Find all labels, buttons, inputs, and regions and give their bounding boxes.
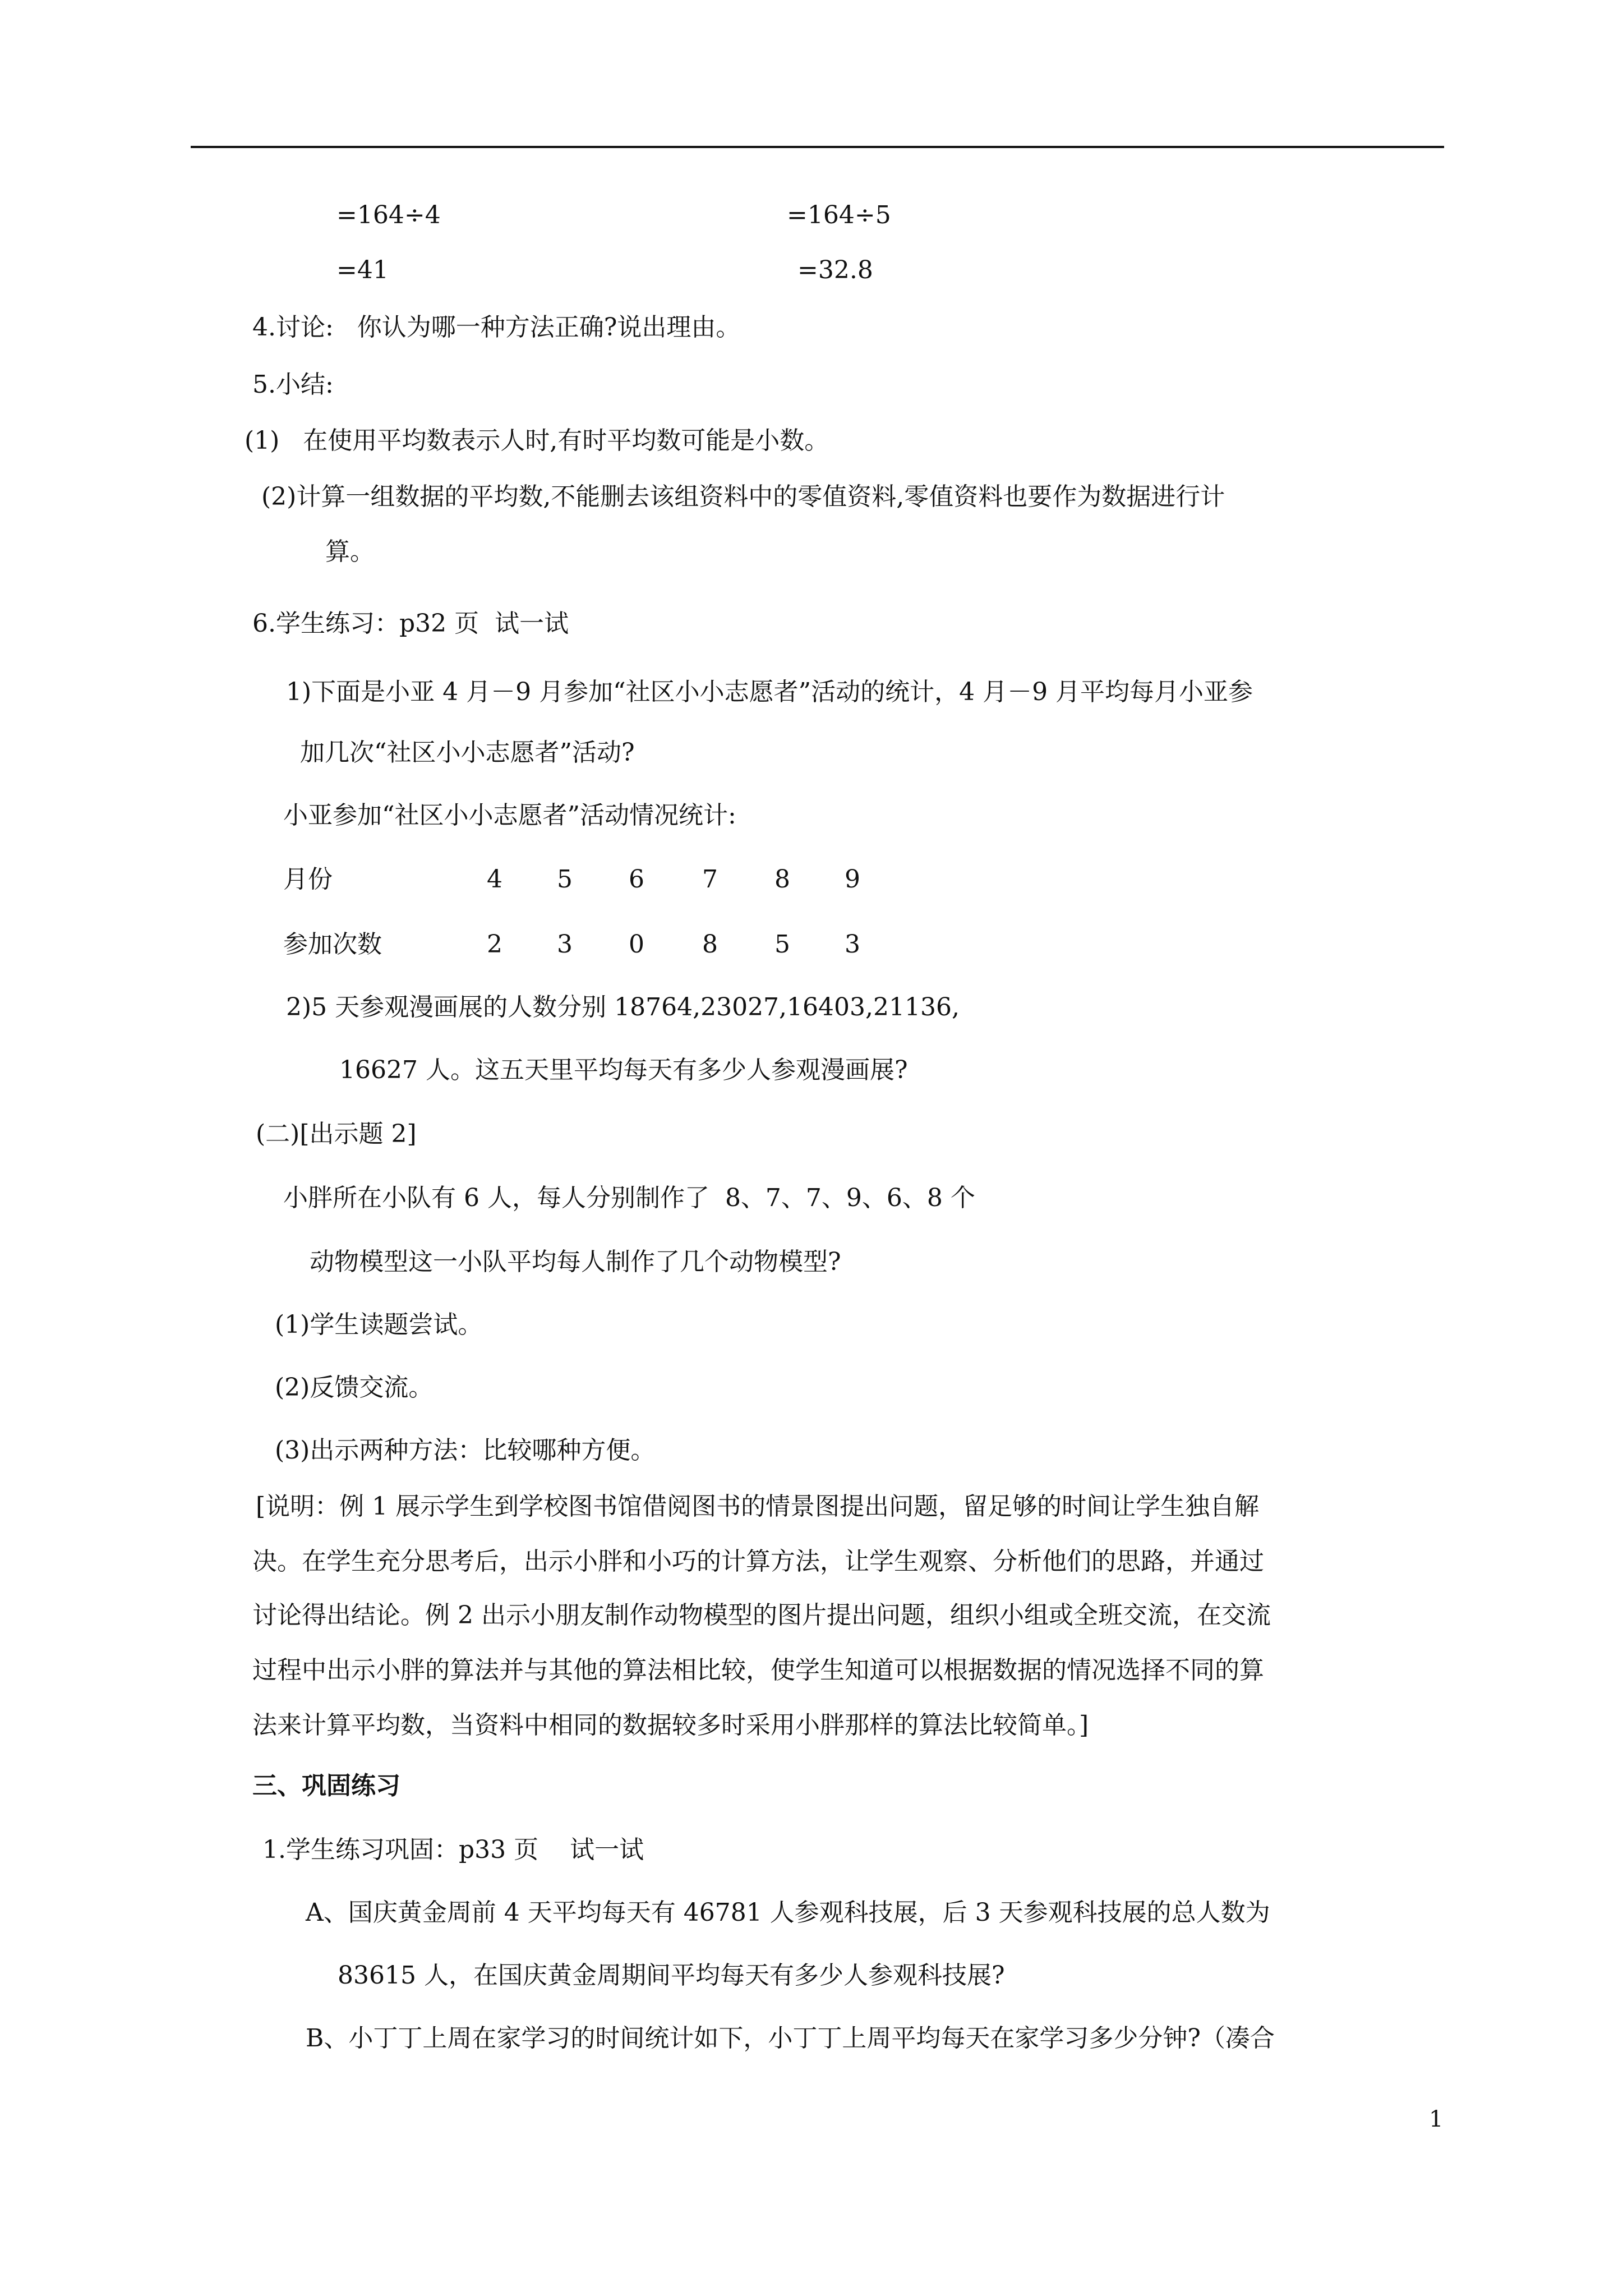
example-2-step-2: (2)反馈交流。 xyxy=(275,1373,434,1402)
note-line-2: 决。在学生充分思考后，出示小胖和小巧的计算方法，让学生观察、分析他们的思路，并通过 xyxy=(252,1547,1264,1576)
question-1-line1: 1)下面是小亚 4 月－9 月参加“社区小小志愿者”活动的统计，4 月－9 月平均每月小亚参 xyxy=(286,678,1253,706)
header-rule xyxy=(191,146,1444,148)
table-cell: 8 xyxy=(774,865,790,894)
note-line-4: 过程中出示小胖的算法并与其他的算法相比较，使学生知道可以根据数据的情况选择不同的算 xyxy=(252,1656,1264,1685)
table-cell: 3 xyxy=(557,930,573,959)
table-row2-label: 参加次数 xyxy=(283,930,382,959)
table-cell: 6 xyxy=(629,865,644,894)
calc-right-line1: =164÷5 xyxy=(787,201,891,229)
table-cell: 7 xyxy=(702,865,718,894)
example-2-step-3: (3)出示两种方法：比较哪种方便。 xyxy=(275,1436,656,1465)
summary-point-2-cont: 算。 xyxy=(325,537,375,566)
summary-point-2: (2)计算一组数据的平均数,不能删去该组资料中的零值资料,零值资料也要作为数据进行计 xyxy=(261,482,1225,511)
summary-point-1: (1) 在使用平均数表示人时,有时平均数可能是小数。 xyxy=(245,426,829,455)
table-cell: 5 xyxy=(557,865,573,894)
discussion-item: 4.讨论: 你认为哪一种方法正确?说出理由。 xyxy=(252,313,741,342)
question-2-line1: 2)5 天参观漫画展的人数分别 18764,23027,16403,21136, xyxy=(286,993,960,1022)
question-1-line2: 加几次“社区小小志愿者”活动? xyxy=(300,738,635,767)
calc-left-line1: =164÷4 xyxy=(336,201,441,229)
exercise-a-line1: A、国庆黄金周前 4 天平均每天有 46781 人参观科技展，后 3 天参观科技展的总人数为 xyxy=(306,1898,1270,1927)
summary-heading: 5.小结: xyxy=(252,370,334,399)
note-line-1: [说明：例 1 展示学生到学校图书馆借阅图书的情景图提出问题，留足够的时间让学生独自解 xyxy=(256,1492,1260,1521)
calc-left-line2: =41 xyxy=(336,256,389,284)
exercise-b-line1: B、小丁丁上周在家学习的时间统计如下，小丁丁上周平均每天在家学习多少分钟?（凑合 xyxy=(306,2024,1275,2053)
calc-right-line2: =32.8 xyxy=(797,256,873,284)
section-heading: 三、巩固练习 xyxy=(252,1772,400,1800)
table-cell: 5 xyxy=(774,930,790,959)
table-cell: 2 xyxy=(487,930,502,959)
table-cell: 4 xyxy=(487,865,502,894)
consolidation-item-1: 1.学生练习巩固：p33 页 试一试 xyxy=(262,1835,644,1864)
note-line-3: 讨论得出结论。例 2 出示小朋友制作动物模型的图片提出问题，组织小组或全班交流，在交流 xyxy=(252,1601,1271,1630)
page-number: 1 xyxy=(1429,2106,1444,2132)
example-2-step-1: (1)学生读题尝试。 xyxy=(275,1310,483,1339)
note-line-5: 法来计算平均数，当资料中相同的数据较多时采用小胖那样的算法比较简单。] xyxy=(252,1711,1089,1740)
table-cell: 3 xyxy=(845,930,860,959)
exercise-a-line2: 83615 人，在国庆黄金周期间平均每天有多少人参观科技展? xyxy=(338,1961,1005,1990)
table-cell: 0 xyxy=(629,930,644,959)
table-row1-label: 月份 xyxy=(283,865,333,894)
table-cell: 9 xyxy=(845,865,860,894)
table-title: 小亚参加“社区小小志愿者”活动情况统计: xyxy=(283,801,736,830)
question-2-line2: 16627 人。这五天里平均每天有多少人参观漫画展? xyxy=(339,1056,908,1084)
table-cell: 8 xyxy=(702,930,718,959)
example-2-line2: 动物模型这一小队平均每人制作了几个动物模型? xyxy=(310,1248,841,1276)
example-2-heading: (二)[出示题 2] xyxy=(256,1120,417,1148)
practice-heading: 6.学生练习：p32 页 试一试 xyxy=(252,609,569,638)
example-2-line1: 小胖所在小队有 6 人，每人分别制作了 8、7、7、9、6、8 个 xyxy=(283,1184,975,1212)
